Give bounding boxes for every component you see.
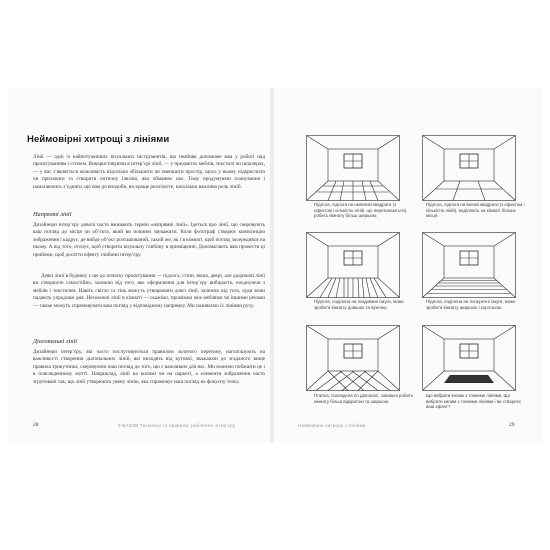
caption-rug: Що вибрати килим з тонкими лініями, Що вибрати килим з тонкими лініями і ви створите ваш ефект? xyxy=(426,393,521,410)
caption-longitudinal-stripes: Підлога, поділена на поздовжні смуги, може зробити кімнату довшою та вужчою. xyxy=(314,299,404,310)
page-number-left: 28 xyxy=(33,422,39,428)
room-drawing xyxy=(306,325,400,391)
room-drawing xyxy=(422,232,516,298)
existing-lines-paragraph: Деякі лінії в будинку є ще до початку проєктування — підлога, стіни, вікна, двері, але додаткові лінії ви створюєте самостійно, залежно від того, яке оформлення для інтер’єру вибираєте, поєднуючи з меблів і текстилем. Навіть світло та тінь можуть утворювати довгі лінії, залежно від того, куди вони падають упродовж дня. Незалежні лінії в кімнаті — скажімо, проміжки між меблями чи іншими речами — також можуть спрямовувати ваш погляд у відповідному напрямку. Ми називаємо їх лініями руху. xyxy=(33,273,265,309)
page-number-right: 29 xyxy=(509,422,515,428)
subheading-diagonal-lines: Діагональні лінії xyxy=(33,338,77,345)
room-drawing xyxy=(306,232,400,298)
room-drawing xyxy=(422,135,516,201)
caption-large-grid: Підлога, підлога на великі квадрати (з ефектом і кількістю ліній), виділяють на кімнаті більше місця. xyxy=(426,202,525,219)
caption-transverse-stripes: Підлога, поділена на поперечні смуги, може зробити кімнату ширшою і коротшою. xyxy=(426,299,516,310)
caption-diagonal-tiles: Плитка, покладена по діагоналі, зовнішні робить кімнату більш відкритою та ширшою. xyxy=(314,393,414,404)
page-heading: Неймовірні хитрощі з лініями xyxy=(27,134,170,145)
room-drawing xyxy=(306,135,400,201)
room-drawing xyxy=(422,325,516,391)
room-illustration-longitudinal-stripes xyxy=(306,232,400,298)
room-illustration-rug xyxy=(422,325,516,391)
room-illustration-large-grid xyxy=(422,135,516,201)
running-head-left: 5 БАЗОВ Таємниці та правила: роблення інтер’єру xyxy=(118,423,236,428)
diagonal-lines-paragraph: Дизайнери інтер’єру, які часто послуговуються правилом золотого перетину, наголошують на важливості створення діагональних ліній, які виходять від кутової, зважаючи до згаданого вище правила трикутника, скеровуючи наш погляд до того, що є важливим для нас. Ми можемо побачити це і в повсякденному житті. Наприклад, лінії на килимі чи на паркеті, а елементи зображення часто згруповані так, що лінії утворюють уявну лінію, яка спрямовує наш погляд на фокусну точку. xyxy=(33,349,265,385)
caption-small-grid: Підлога, підлога на невеликі квадрати (з ефектом і кількістю ліній, що перетинаються), робить кімнату більш ширшою. xyxy=(314,202,408,219)
room-illustration-small-grid xyxy=(306,135,400,201)
room-illustration-diagonal-tiles xyxy=(306,325,400,391)
room-illustration-transverse-stripes xyxy=(422,232,516,298)
running-head-right: Неймовірні хитрощі з лініями xyxy=(298,423,366,428)
intro-paragraph: Лінії — одні із найпотужніших візуальних інструментів, що неабияк допоможе вам у роботі над проєктуванням і стилем. Використовуючи в інтер’єрі лінії, — у предметах меблів, текстилі чи шпалерах, — у вас з’являється можливість візуально збільшити чи зменшити простір, щось у ньому підкреслити чи приховати та створити оптичну ілюзію, яка обманює око. Тому продумуючи планування і намагаючись з’єднати, що вам до вподоби, ви краще реалізуєте, наскільки важлива роль ліній. xyxy=(33,154,265,190)
subheading-directional-lines: Напрямні лінії xyxy=(33,211,72,218)
directional-lines-paragraph: Дизайнери інтер’єру доволі часто вживають термін «напрямні лінії». Ідеться про лінії, що скеровують ваш погляд до місця чи об’єкта, який ви повинні зауважити. Коли фотограф створює композицію зображення і кадрує, де вийде об’єкт розташований, такий же, як і в кімнаті, щоб погляд зосередився на ньому. А від того, оточує, щоб створити візуальну глибину в приміщенні. Допомагають вам провести ці прийоми, щоб досягти ефекту глибини інтер’єру. xyxy=(33,222,265,258)
